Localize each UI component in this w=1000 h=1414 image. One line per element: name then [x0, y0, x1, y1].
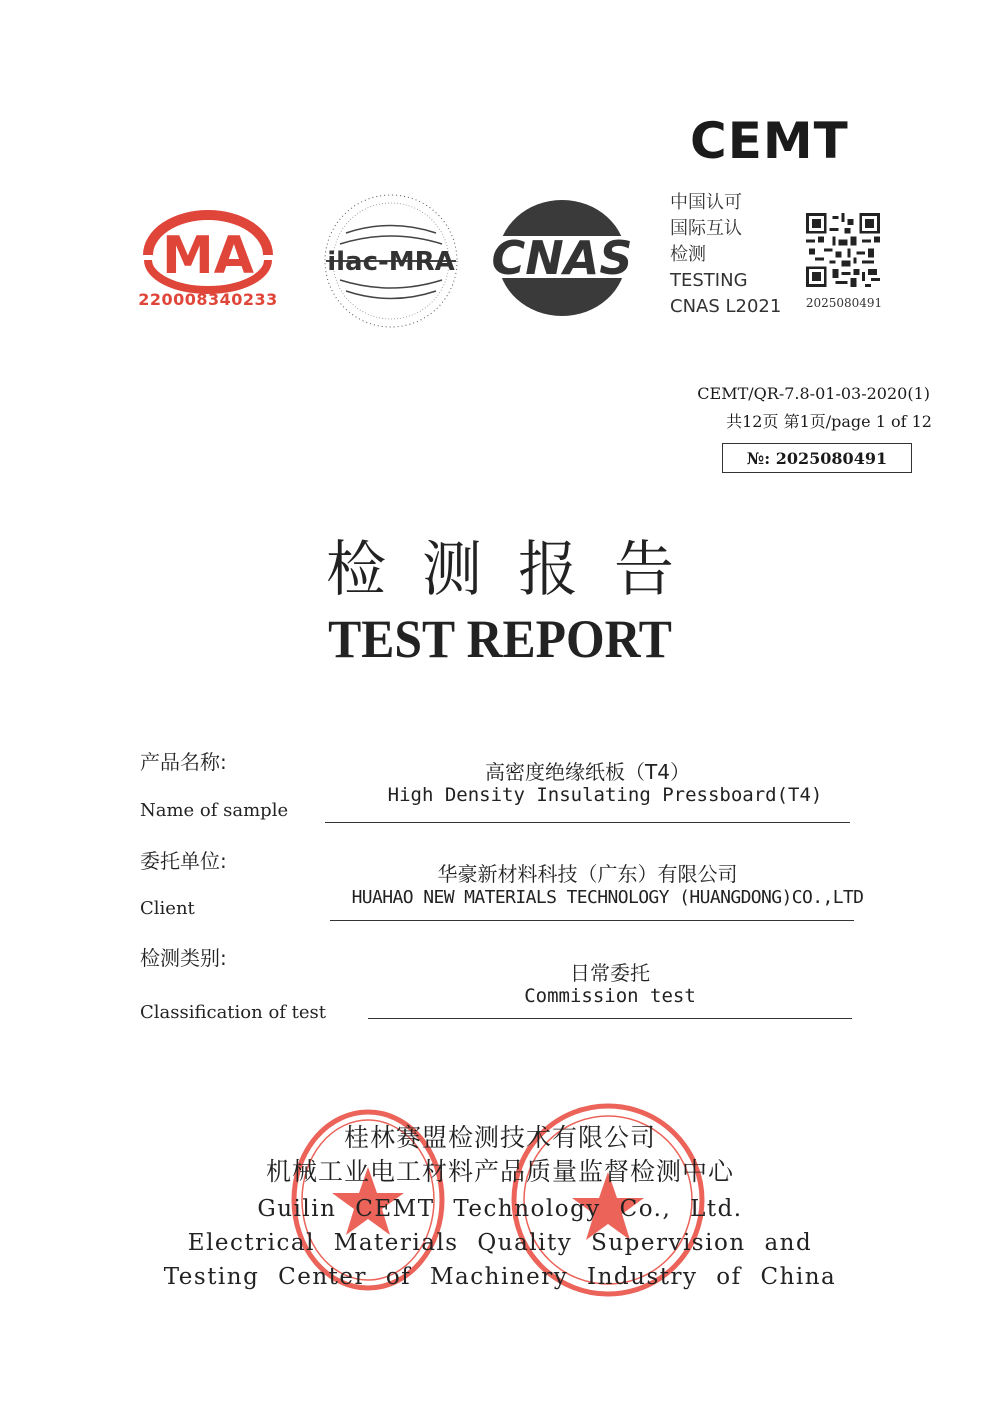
- title-en: TEST REPORT: [328, 609, 672, 669]
- org-name-en-2: Electrical Materials Quality Supervision and: [187, 1230, 813, 1256]
- sample-label-cn: 产品名称:: [140, 750, 227, 774]
- qr-code: [806, 213, 880, 287]
- sample-underline: [325, 822, 850, 823]
- client-label-en: Client: [140, 898, 195, 919]
- qr-number: 2025080491: [805, 296, 883, 310]
- svg-text:ilac-MRA: ilac-MRA: [327, 247, 455, 277]
- cma-number: 220008340233: [138, 290, 278, 309]
- classification-label-cn: 检测类别:: [140, 946, 227, 970]
- accreditation-line: 中国认可: [670, 192, 742, 213]
- client-value-cn: 华豪新材料科技（广东）有限公司: [437, 862, 738, 886]
- accreditation-text: [670, 190, 781, 320]
- accreditation-line: 检测: [670, 244, 706, 265]
- title-cn: 检测报告: [326, 535, 710, 605]
- sample-label-en: Name of sample: [140, 800, 289, 821]
- client-value-en: HUAHAO NEW MATERIALS TECHNOLOGY (HUANGDONG)CO.,LTD: [351, 887, 864, 908]
- org-name-cn-1: 桂林赛盟检测技术有限公司: [343, 1123, 656, 1152]
- classification-label-en: Classification of test: [140, 1002, 327, 1023]
- document-code: CEMT/QR-7.8-01-03-2020(1): [697, 384, 930, 403]
- report-number: №: 2025080491: [722, 443, 912, 473]
- classification-value-cn: 日常委托: [570, 961, 650, 985]
- classification-underline: [368, 1018, 852, 1019]
- org-name-en-3: Testing Center of Machinery Industry of China: [163, 1264, 837, 1290]
- cnas-logo: [482, 196, 642, 320]
- org-name-cn-2: 机械工业电工材料产品质量监督检测中心: [265, 1157, 734, 1186]
- sample-value-en: High Density Insulating Pressboard(T4): [387, 784, 823, 806]
- accreditation-line: TESTING: [670, 270, 748, 291]
- ilac-mra-logo: [318, 188, 464, 334]
- accreditation-line: CNAS L2021: [670, 296, 782, 317]
- svg-text:MA: MA: [162, 226, 254, 286]
- client-underline: [330, 920, 854, 921]
- page-info: 共12页 第1页/page 1 of 12: [726, 412, 932, 431]
- sample-value-cn: 高密度绝缘纸板（T4）: [485, 760, 690, 784]
- accreditation-line: 国际互认: [670, 218, 742, 239]
- org-name-en-1: Guilin CEMT Technology Co., Ltd.: [257, 1196, 743, 1222]
- cemt-logo: CEMT: [690, 112, 849, 170]
- svg-text:CNAS: CNAS: [491, 231, 633, 285]
- client-label-cn: 委托单位:: [140, 849, 227, 873]
- classification-value-en: Commission test: [524, 985, 696, 1007]
